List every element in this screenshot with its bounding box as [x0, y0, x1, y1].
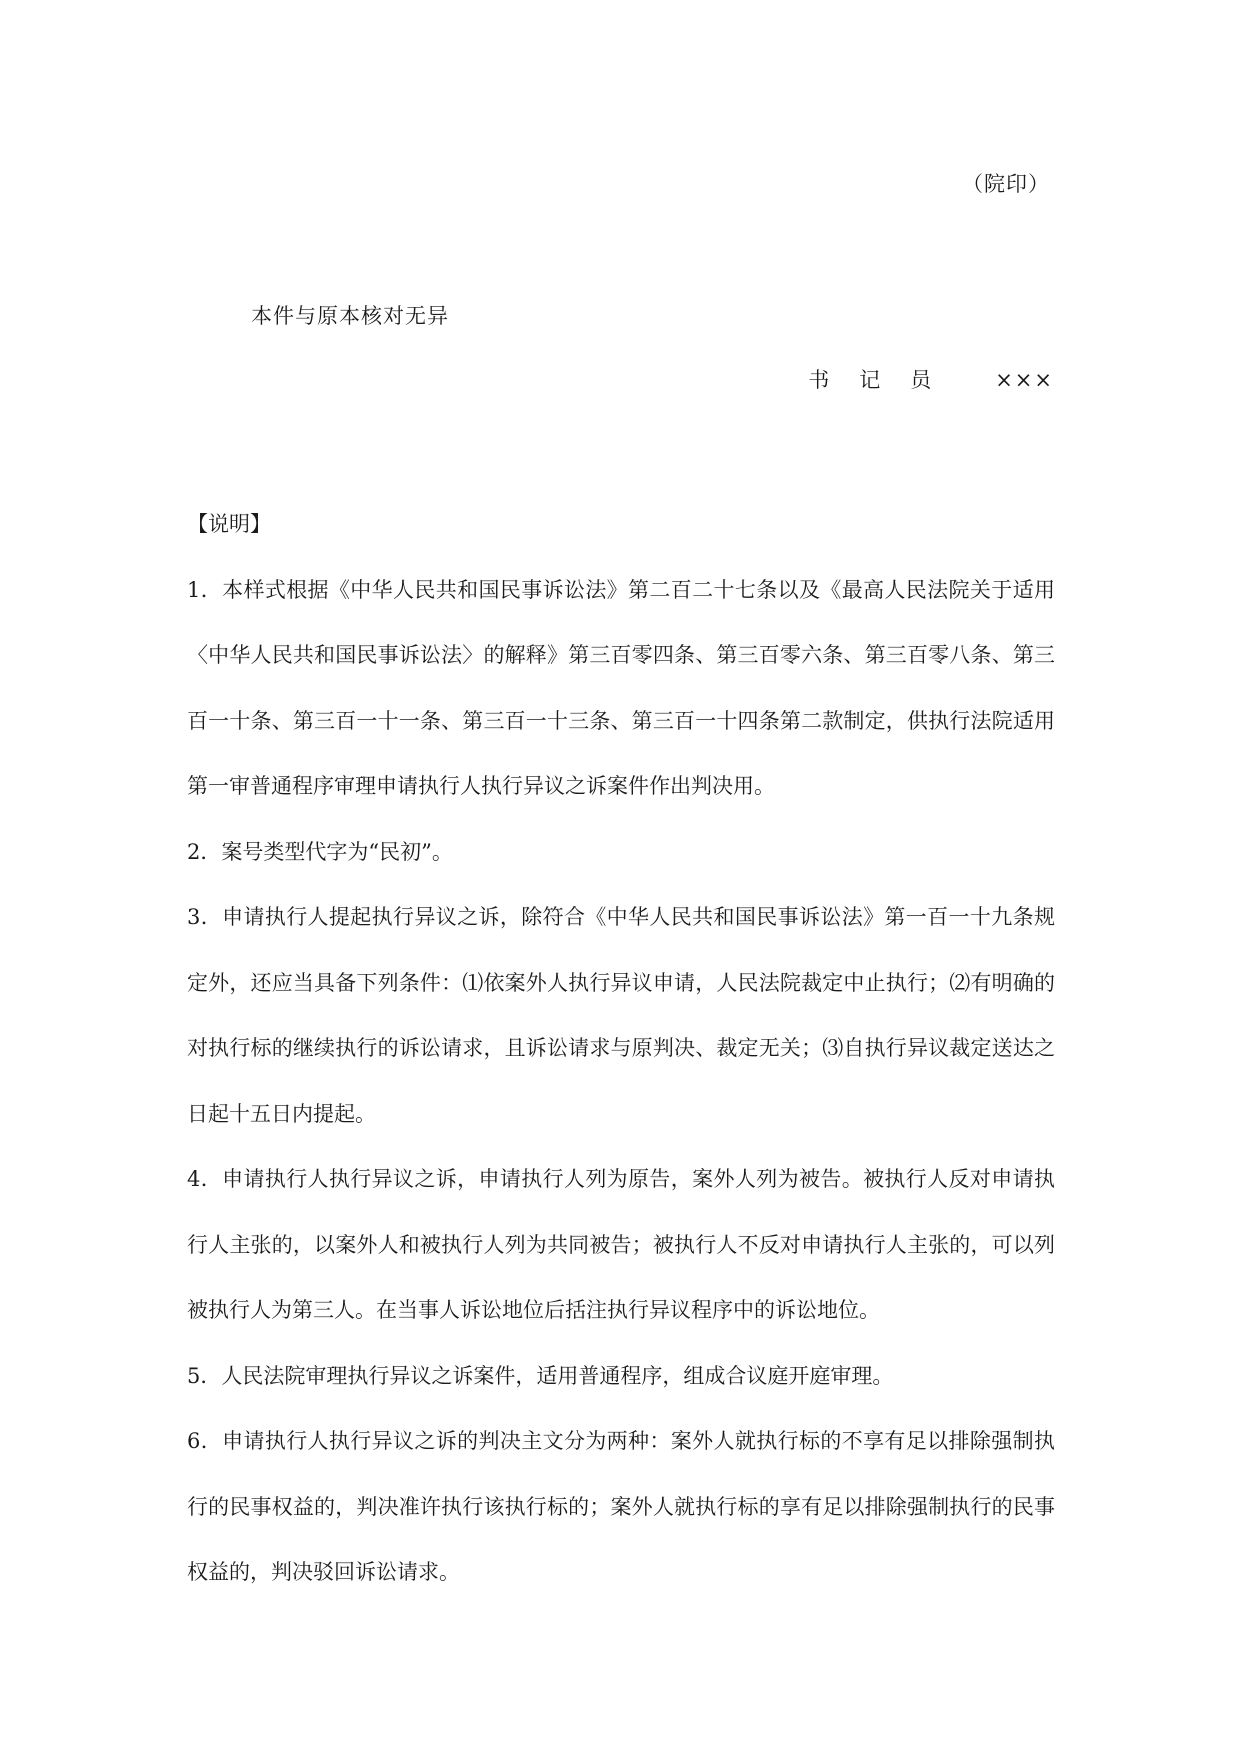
clerk-signature-line — [808, 364, 1054, 394]
note-item-1: 1．本样式根据《中华人民共和国民事诉讼法》第二百二十七条以及《最高人民法院关于适用〈中华人民共和国民事诉讼法〉的解释》第三百零四条、第三百零六条、第三百零八条、第三百一十条、第三百一十一条、第三百一十三条、第三百一十四条第二款制定，供执行法院适用第一审普通程序审理申请执行人执行异议之诉案件作出判决用。 — [187, 577, 1055, 798]
clerk-label: 书记员 — [808, 368, 962, 392]
verification-statement: 本件与原本核对无异 — [251, 304, 449, 328]
note-item-2: 2．案号类型代字为“民初”。 — [187, 839, 453, 864]
court-seal-text: （院印） — [962, 172, 1050, 196]
note-item-3: 3．申请执行人提起执行异议之诉，除符合《中华人民共和国民事诉讼法》第一百一十九条规定外，还应当具备下列条件：⑴依案外人执行异议申请，人民法院裁定中止执行；⑵有明确的对执行标的继续执行的诉讼请求，且诉讼请求与原判决、裁定无关；⑶自执行异议裁定送达之日起十五日内提起。 — [187, 905, 1055, 1126]
note-item-5: 5．人民法院审理执行异议之诉案件，适用普通程序，组成合议庭开庭审理。 — [187, 1363, 894, 1388]
notes-section — [187, 492, 1055, 1606]
note-item-6: 6．申请执行人执行异议之诉的判决主文分为两种：案外人就执行标的不享有足以排除强制执行的民事权益的，判决准许执行该执行标的；案外人就执行标的享有足以排除强制执行的民事权益的，判决驳回诉讼请求。 — [187, 1429, 1055, 1584]
notes-heading: 【说明】 — [187, 512, 271, 536]
note-item-4: 4．申请执行人执行异议之诉，申请执行人列为原告，案外人列为被告。被执行人反对申请执行人主张的，以案外人和被执行人列为共同被告；被执行人不反对申请执行人主张的，可以列被执行人为第三人。在当事人诉讼地位后括注执行异议程序中的诉讼地位。 — [187, 1167, 1055, 1322]
clerk-name: ××× — [995, 368, 1054, 392]
